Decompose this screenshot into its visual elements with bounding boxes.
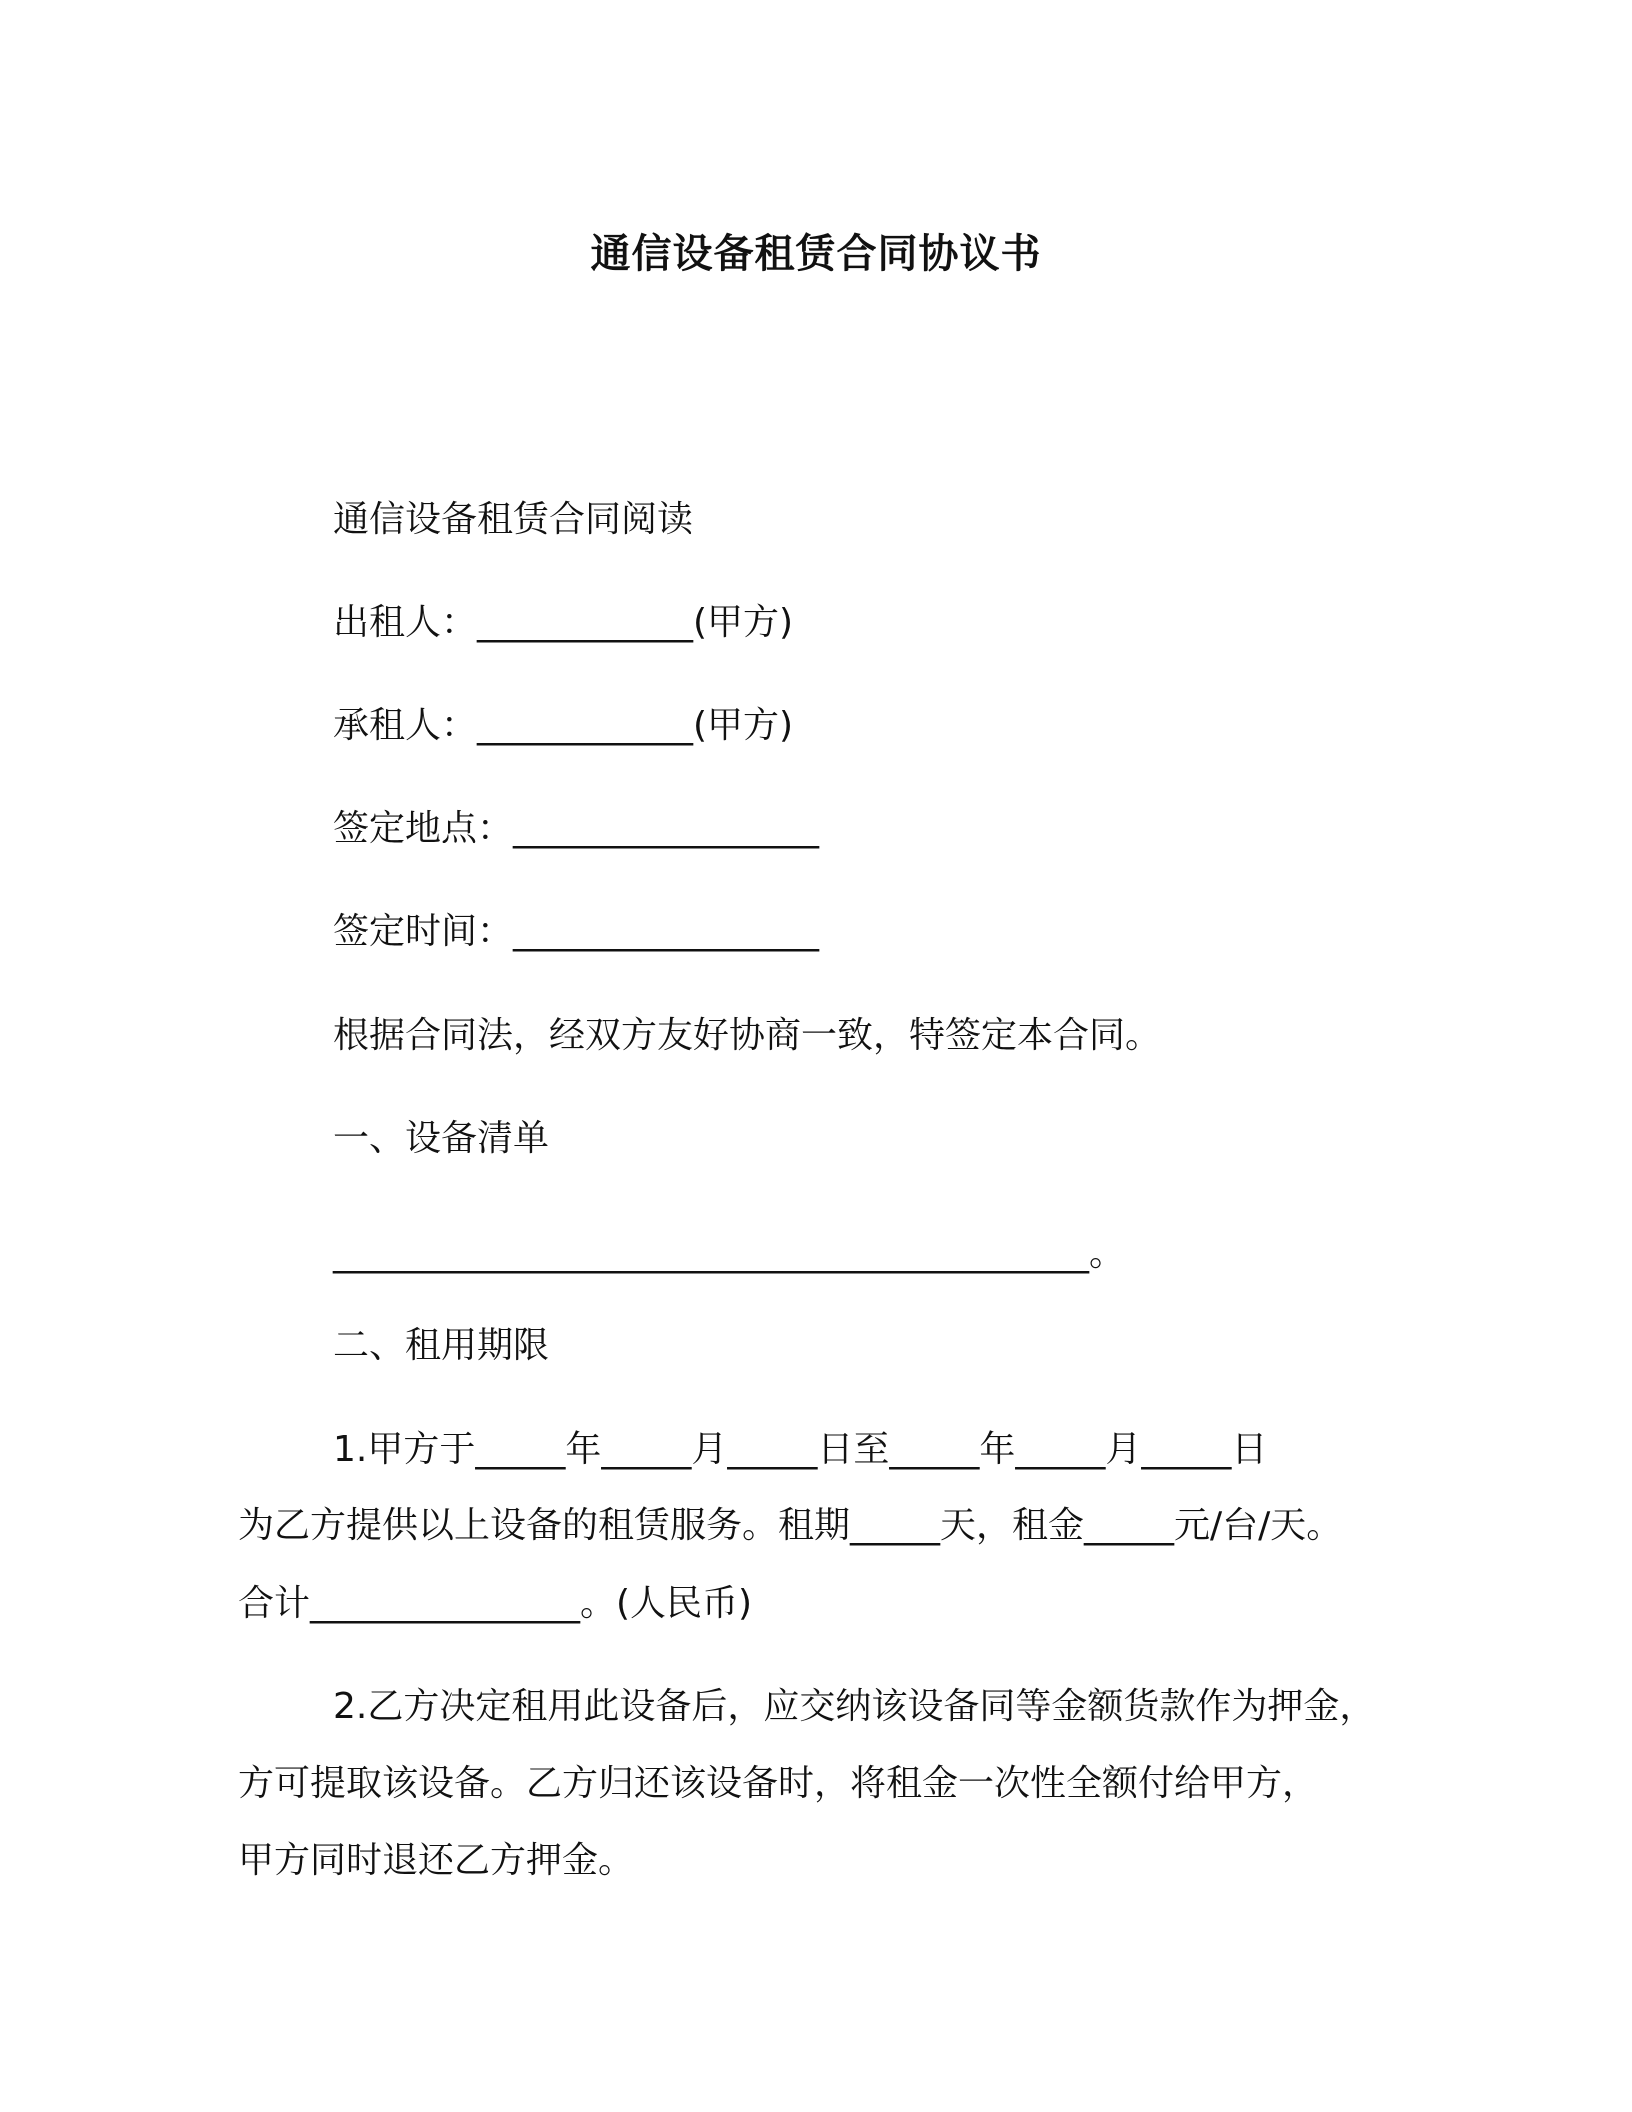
clause2-line1: 2.乙方决定租用此设备后，应交纳该设备同等金额货款作为押金， — [333, 1686, 1376, 1727]
intro-paragraph: 根据合同法，经双方友好协商一致，特签定本合同。 — [333, 1015, 1162, 1056]
clause1-line3: 合计_______________。(人民币) — [238, 1583, 753, 1624]
section1-blank-line: __________________________________________。 — [333, 1233, 1125, 1274]
clause1-line1: 1.甲方于_____年_____月_____日至_____年_____月_____日 — [333, 1429, 1268, 1470]
lessee-line: 承租人：____________(甲方) — [333, 705, 794, 746]
section2-heading: 二、租用期限 — [333, 1325, 550, 1366]
clause1-line2: 为乙方提供以上设备的租赁服务。租期_____天，租金_____元/台/天。 — [238, 1505, 1343, 1546]
subtitle: 通信设备租赁合同阅读 — [333, 499, 694, 540]
section1-heading: 一、设备清单 — [333, 1118, 550, 1159]
lessor-line: 出租人：____________(甲方) — [333, 602, 794, 643]
clause2-line3: 甲方同时退还乙方押金。 — [238, 1840, 635, 1881]
sign-place-line: 签定地点：_________________ — [333, 808, 820, 849]
document-title: 通信设备租赁合同协议书 — [590, 231, 1042, 277]
clause2-line2: 方可提取该设备。乙方归还该设备时，将租金一次性全额付给甲方， — [238, 1763, 1319, 1804]
sign-time-line: 签定时间：_________________ — [333, 911, 820, 952]
